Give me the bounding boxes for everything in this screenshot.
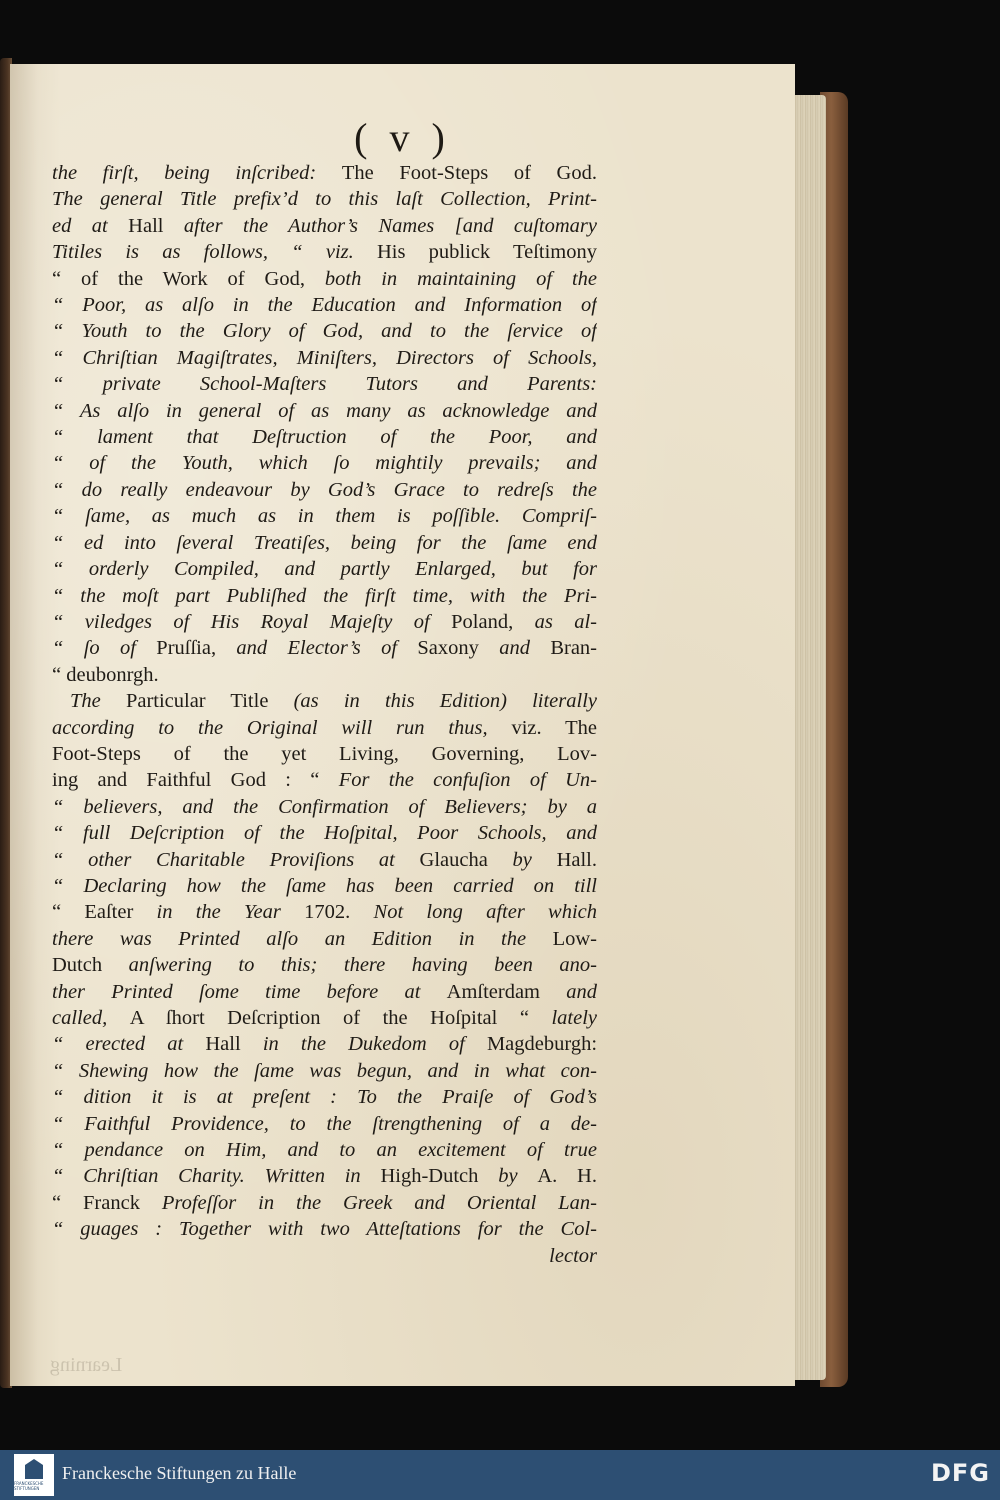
text-segment: Amſterdam [446, 980, 567, 1003]
text-segment: Saxony [417, 637, 500, 660]
text-segment: in the Year [156, 901, 305, 924]
text-segment: “ pendance on Him, and to an excitement of true [52, 1139, 597, 1162]
text-segment: “ guages : Together with two Atteſtations for the Col- [52, 1218, 597, 1241]
text-segment: Not long after which [373, 901, 597, 924]
text-segment: by [498, 1165, 538, 1188]
text-segment: “ Declaring how the ſame has been carried on till [52, 874, 597, 897]
text-line [52, 186, 597, 212]
text-line [52, 979, 597, 1005]
text-line [52, 926, 597, 952]
text-line [52, 556, 597, 582]
text-segment: Hall. [556, 848, 597, 871]
text-segment: “ Shewing how the ſame was begun, and in what con- [52, 1059, 597, 1082]
text-segment: The [70, 690, 126, 713]
text-line [52, 1031, 597, 1057]
text-segment: by [512, 848, 557, 871]
text-line [52, 1058, 597, 1084]
text-line [52, 160, 597, 186]
institution-logo [14, 1454, 54, 1496]
text-line [52, 609, 597, 635]
text-segment: “ Chriſtian Magiſtrates, Miniſters, Directors of Schools, [52, 346, 597, 369]
text-segment: Hall [128, 214, 184, 237]
text-segment: Foot-Steps of the yet Living, Governing, Lov- [52, 742, 597, 765]
text-segment: “ ed into ſeveral Treatiſes, being for the ſame end [52, 531, 597, 554]
text-line [52, 767, 597, 793]
text-line [52, 318, 597, 344]
text-segment: there was Printed alſo an Edition in the [52, 927, 553, 950]
text-line [52, 662, 597, 688]
text-segment: Magdeburgh: [486, 1033, 597, 1056]
text-segment: the firſt, being inſcribed: [52, 162, 342, 184]
text-line [52, 530, 597, 556]
text-line [52, 820, 597, 846]
text-line [52, 345, 597, 371]
text-line [52, 1190, 597, 1216]
text-segment: according to the Original will run thus, [52, 716, 512, 739]
text-line [52, 371, 597, 397]
text-segment: Glaucha [419, 848, 513, 871]
text-segment: “ do really endeavour by God’s Grace to redreſs the [52, 478, 597, 501]
text-line [52, 899, 597, 925]
text-segment: lately [551, 1007, 597, 1029]
text-segment: “ of the Work of God, [52, 267, 325, 290]
text-line [52, 398, 597, 424]
text-segment: “ lament that Deſtruction of the Poor, and [52, 426, 597, 449]
text-line [52, 715, 597, 741]
text-segment: “ viledges of His Royal Majeſty of [52, 610, 452, 633]
text-line [52, 1084, 597, 1110]
text-line [52, 1163, 597, 1189]
text-segment: and Elector’s of [236, 637, 418, 660]
footer-bar [0, 1450, 1000, 1500]
text-segment: as al- [534, 610, 597, 633]
text-segment: “ full Deſcription of the Hoſpital, Poor Schools, and [52, 822, 597, 845]
text-segment: “ believers, and the Confirmation of Believers; by a [52, 795, 597, 818]
dfg-logo: DFG [930, 1459, 990, 1487]
text-segment: “ ſo of [52, 637, 157, 660]
text-line [52, 424, 597, 450]
text-segment: “ private School-Maſters Tutors and Parents: [52, 373, 597, 396]
text-segment: ther Printed ſome time before at [52, 980, 447, 1003]
text-line [52, 794, 597, 820]
text-line [52, 873, 597, 899]
text-segment: after the Author’s Names [and cuſtomary [183, 214, 597, 237]
text-line [52, 635, 597, 661]
text-segment: A. H. [537, 1165, 597, 1188]
text-line [52, 583, 597, 609]
text-line [52, 847, 597, 873]
logo-text: FRANCKESCHE STIFTUNGEN [14, 1481, 44, 1491]
text-line [52, 1137, 597, 1163]
text-line [52, 239, 597, 265]
text-segment: lector [549, 1244, 597, 1267]
logo-emblem-icon [25, 1459, 43, 1479]
text-segment: Particular Title [125, 690, 294, 713]
text-line [52, 1005, 597, 1031]
text-segment: “ As alſo in general of as many as acknowledge and [52, 399, 597, 422]
text-segment: Hall [205, 1033, 263, 1056]
text-segment: in the Dukedom of [262, 1033, 487, 1056]
text-line [52, 952, 597, 978]
text-line [52, 477, 597, 503]
bleed-through-text: Learning [50, 1354, 123, 1376]
page-text [52, 160, 597, 1269]
text-segment: Dutch [52, 954, 129, 977]
text-line [52, 292, 597, 318]
text-line [52, 688, 597, 714]
text-segment: His publick Teſtimony [376, 241, 597, 264]
text-line [52, 741, 597, 767]
text-segment: and [566, 980, 597, 1003]
text-segment: “ of the Youth, which ſo mightily prevails; and [52, 452, 597, 475]
page-header: ( v ) [354, 115, 451, 160]
text-segment: “ Chriſtian Charity. Written in [52, 1165, 381, 1188]
text-line [52, 266, 597, 292]
text-line [52, 1243, 597, 1269]
text-line [52, 1216, 597, 1242]
text-segment: “ erected at [52, 1033, 206, 1056]
text-segment: both in maintaining of the [324, 267, 597, 290]
institution-name: Franckesche Stiftungen zu Halle [62, 1463, 297, 1483]
text-line [52, 450, 597, 476]
text-segment: “ the moſt part Publiſhed the firſt time, with the Pri- [52, 584, 597, 607]
text-segment: and [499, 637, 551, 660]
text-segment: viz. The [511, 716, 597, 739]
text-segment: “ ſame, as much as in them is poſſible. Compriſ- [52, 505, 597, 528]
text-segment: 1702. [304, 901, 374, 924]
text-segment: called, [52, 1007, 130, 1029]
text-segment: The Foot-Steps of God. [341, 162, 597, 184]
text-line [52, 503, 597, 529]
text-segment: “ Eaſter [52, 901, 157, 924]
text-segment: Low- [552, 927, 597, 950]
text-segment: “ Youth to the Glory of God, and to the ſervice of [52, 320, 597, 343]
text-segment: “ deubonrgh. [52, 663, 159, 686]
text-segment: Poland, [451, 610, 535, 633]
text-line [52, 213, 597, 239]
text-segment: ing and Faithful God : “ [52, 769, 339, 792]
text-segment: A ſhort Deſcription of the Hoſpital “ [129, 1007, 552, 1029]
text-segment: “ Franck [52, 1191, 162, 1214]
text-segment: ed at [52, 214, 129, 237]
text-segment: Bran- [550, 637, 597, 660]
text-segment: (as in this Edition) literally [293, 690, 597, 713]
book-page [10, 64, 795, 1386]
text-segment: High-Dutch [380, 1165, 499, 1188]
text-segment: “ Faithful Providence, to the ſtrengthening of a de- [52, 1112, 597, 1135]
text-segment: “ other Charitable Proviſions at [52, 848, 420, 871]
text-segment: Titiles is as follows, “ viz. [52, 241, 377, 264]
text-line [52, 1111, 597, 1137]
text-segment: anſwering to this; there having been ano- [128, 954, 597, 977]
text-segment: “ Poor, as alſo in the Education and Information of [52, 294, 597, 317]
text-segment: “ dition it is at preſent : To the Praiſe of God’s [52, 1086, 597, 1109]
text-segment: “ orderly Compiled, and partly Enlarged, but for [52, 558, 597, 581]
text-segment: For the confuſion of Un- [338, 769, 597, 792]
text-segment: Pruſſia, [156, 637, 237, 660]
text-segment: Profeſſor in the Greek and Oriental Lan- [161, 1191, 597, 1214]
text-segment: The general Title prefix’d to this laſt Collection, Print- [52, 188, 597, 211]
